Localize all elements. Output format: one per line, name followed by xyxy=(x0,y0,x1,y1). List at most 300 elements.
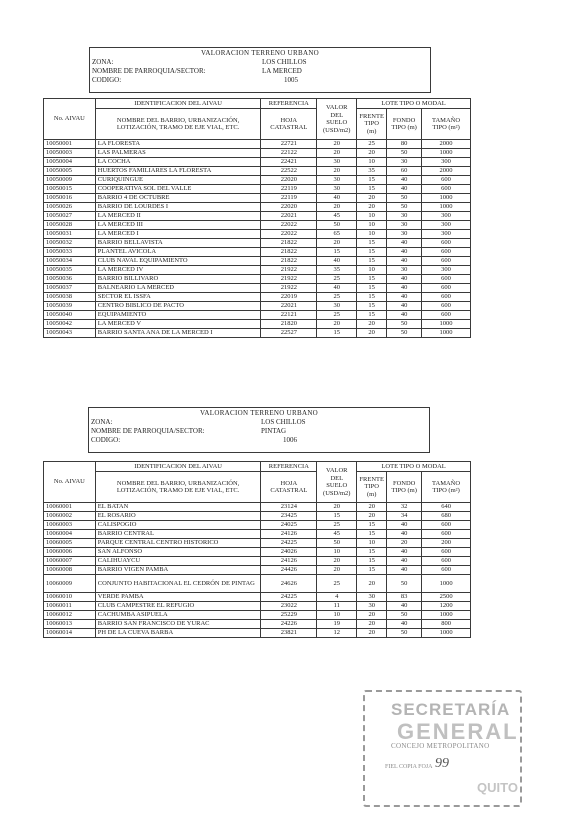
table-row xyxy=(44,248,471,257)
cell-fondo: 40 xyxy=(387,557,422,566)
cell-nombre: EQUIPAMIENTO xyxy=(95,311,261,320)
cell-no-aivau: 10050042 xyxy=(44,320,96,329)
stamp-city: QUITO xyxy=(477,780,518,795)
cell-tamano: 300 xyxy=(422,221,471,230)
cell-nombre: LA MERCED III xyxy=(95,221,261,230)
cell-hoja: 24025 xyxy=(261,521,317,530)
cell-no-aivau: 10050035 xyxy=(44,266,96,275)
zona-label: ZONA: xyxy=(92,58,114,66)
cell-tamano: 1000 xyxy=(422,149,471,158)
cell-frente: 20 xyxy=(357,512,387,521)
cell-hoja: 22022 xyxy=(261,230,317,239)
col-lote: LOTE TIPO O MODAL xyxy=(357,99,471,109)
cell-hoja: 24126 xyxy=(261,557,317,566)
cell-nombre: SECTOR EL ISSFA xyxy=(95,293,261,302)
cell-hoja: 22421 xyxy=(261,158,317,167)
cell-nombre: HUERTOS FAMILIARES LA FLORESTA xyxy=(95,167,261,176)
cell-tamano: 600 xyxy=(422,257,471,266)
cell-nombre: LA MERCED I xyxy=(95,230,261,239)
section2-header xyxy=(88,407,430,453)
cell-frente: 20 xyxy=(357,194,387,203)
cell-no-aivau: 10050039 xyxy=(44,302,96,311)
cell-nombre: LAS PALMERAS xyxy=(95,149,261,158)
col-valor: VALOR DEL SUELO (USD/m2) xyxy=(317,462,357,503)
table-row xyxy=(44,239,471,248)
cell-nombre: EL BATAN xyxy=(95,503,261,512)
cell-valor: 4 xyxy=(317,593,357,602)
cell-frente: 15 xyxy=(357,548,387,557)
cell-fondo: 50 xyxy=(387,149,422,158)
cell-nombre: LA COCHA xyxy=(95,158,261,167)
section2-table xyxy=(43,461,471,638)
table-row xyxy=(44,329,471,338)
cell-tamano: 2500 xyxy=(422,593,471,602)
cell-fondo: 50 xyxy=(387,575,422,593)
cell-frente: 10 xyxy=(357,221,387,230)
codigo-value: 1005 xyxy=(284,76,298,84)
cell-hoja: 23821 xyxy=(261,629,317,638)
col-fondo: FONDO TIPO (m) xyxy=(387,109,422,140)
cell-no-aivau: 10050033 xyxy=(44,248,96,257)
cell-nombre: BALNEARIO LA MERCED xyxy=(95,284,261,293)
table-row xyxy=(44,575,471,593)
table-row xyxy=(44,266,471,275)
cell-no-aivau: 10050009 xyxy=(44,176,96,185)
cell-hoja: 22527 xyxy=(261,329,317,338)
col-lote: LOTE TIPO O MODAL xyxy=(357,462,471,472)
cell-no-aivau: 10060006 xyxy=(44,548,96,557)
cell-hoja: 22122 xyxy=(261,149,317,158)
cell-frente: 15 xyxy=(357,257,387,266)
cell-valor: 20 xyxy=(317,203,357,212)
cell-frente: 15 xyxy=(357,557,387,566)
cell-hoja: 22119 xyxy=(261,194,317,203)
cell-no-aivau: 10050016 xyxy=(44,194,96,203)
cell-valor: 30 xyxy=(317,158,357,167)
cell-frente: 15 xyxy=(357,275,387,284)
table-row xyxy=(44,602,471,611)
cell-valor: 25 xyxy=(317,575,357,593)
cell-frente: 30 xyxy=(357,593,387,602)
cell-no-aivau: 10050036 xyxy=(44,275,96,284)
cell-nombre: SAN ALFONSO xyxy=(95,548,261,557)
cell-hoja: 21922 xyxy=(261,275,317,284)
cell-fondo: 40 xyxy=(387,521,422,530)
table-row xyxy=(44,566,471,575)
parroquia-label: NOMBRE DE PARROQUIA/SECTOR: xyxy=(92,67,206,75)
cell-hoja: 22021 xyxy=(261,302,317,311)
cell-tamano: 600 xyxy=(422,284,471,293)
cell-valor: 20 xyxy=(317,149,357,158)
cell-hoja: 22119 xyxy=(261,185,317,194)
table-row xyxy=(44,140,471,149)
table-row xyxy=(44,257,471,266)
cell-hoja: 25229 xyxy=(261,611,317,620)
cell-nombre: LA MERCED II xyxy=(95,212,261,221)
cell-no-aivau: 10050038 xyxy=(44,293,96,302)
cell-frente: 15 xyxy=(357,176,387,185)
cell-fondo: 40 xyxy=(387,293,422,302)
table-row xyxy=(44,185,471,194)
col-frente: FRENTE TIPO (m) xyxy=(357,109,387,140)
section1-rows xyxy=(44,140,471,338)
cell-tamano: 600 xyxy=(422,248,471,257)
cell-frente: 20 xyxy=(357,620,387,629)
cell-no-aivau: 10060009 xyxy=(44,575,96,593)
cell-frente: 15 xyxy=(357,248,387,257)
cell-nombre: PLANTEL AVICOLA xyxy=(95,248,261,257)
cell-nombre: LA MERCED IV xyxy=(95,266,261,275)
cell-frente: 20 xyxy=(357,320,387,329)
cell-valor: 12 xyxy=(317,629,357,638)
cell-valor: 40 xyxy=(317,194,357,203)
cell-frente: 15 xyxy=(357,185,387,194)
cell-valor: 20 xyxy=(317,566,357,575)
col-no-aivau: No. AIVAU xyxy=(44,99,96,140)
cell-frente: 10 xyxy=(357,266,387,275)
cell-valor: 35 xyxy=(317,266,357,275)
cell-fondo: 40 xyxy=(387,239,422,248)
table-row xyxy=(44,176,471,185)
cell-tamano: 1000 xyxy=(422,194,471,203)
cell-tamano: 200 xyxy=(422,539,471,548)
cell-frente: 20 xyxy=(357,329,387,338)
cell-frente: 20 xyxy=(357,629,387,638)
stamp-line1: SECRETARÍA xyxy=(391,700,511,719)
cell-frente: 20 xyxy=(357,149,387,158)
cell-tamano: 300 xyxy=(422,212,471,221)
cell-tamano: 2000 xyxy=(422,167,471,176)
cell-hoja: 22121 xyxy=(261,311,317,320)
cell-valor: 19 xyxy=(317,620,357,629)
table-row xyxy=(44,221,471,230)
cell-no-aivau: 10050005 xyxy=(44,167,96,176)
cell-frente: 15 xyxy=(357,566,387,575)
cell-tamano: 600 xyxy=(422,275,471,284)
cell-tamano: 600 xyxy=(422,293,471,302)
table-row xyxy=(44,158,471,167)
table-row xyxy=(44,530,471,539)
cell-valor: 45 xyxy=(317,530,357,539)
stamp-line2: GENERAL xyxy=(397,719,519,744)
cell-nombre: BARRIO CENTRAL xyxy=(95,530,261,539)
cell-no-aivau: 10060005 xyxy=(44,539,96,548)
cell-tamano: 600 xyxy=(422,530,471,539)
table-row xyxy=(44,629,471,638)
cell-no-aivau: 10050026 xyxy=(44,203,96,212)
cell-valor: 15 xyxy=(317,512,357,521)
cell-tamano: 600 xyxy=(422,239,471,248)
zona-label: ZONA: xyxy=(91,418,113,426)
table-row xyxy=(44,503,471,512)
cell-fondo: 50 xyxy=(387,629,422,638)
codigo-value: 1006 xyxy=(283,436,297,444)
cell-nombre: CACHUMBA ASIPUELA xyxy=(95,611,261,620)
cell-no-aivau: 10050031 xyxy=(44,230,96,239)
cell-no-aivau: 10050040 xyxy=(44,311,96,320)
cell-tamano: 300 xyxy=(422,230,471,239)
cell-tamano: 600 xyxy=(422,302,471,311)
cell-no-aivau: 10050004 xyxy=(44,158,96,167)
cell-fondo: 40 xyxy=(387,548,422,557)
parroquia-value: PINTAG xyxy=(261,427,287,435)
stamp-line4: FIEL COPIA FOJA xyxy=(385,764,433,770)
col-referencia: REFERENCIA xyxy=(261,462,317,472)
cell-hoja: 21922 xyxy=(261,284,317,293)
cell-nombre: CLUB CAMPESTRE EL REFUGIO xyxy=(95,602,261,611)
cell-frente: 10 xyxy=(357,230,387,239)
cell-nombre: LA MERCED V xyxy=(95,320,261,329)
cell-nombre: CALIHUAYCU xyxy=(95,557,261,566)
cell-tamano: 1000 xyxy=(422,575,471,593)
cell-frente: 35 xyxy=(357,167,387,176)
cell-no-aivau: 10050015 xyxy=(44,185,96,194)
cell-no-aivau: 10050028 xyxy=(44,221,96,230)
cell-hoja: 21822 xyxy=(261,257,317,266)
cell-fondo: 30 xyxy=(387,212,422,221)
cell-valor: 30 xyxy=(317,176,357,185)
cell-tamano: 2000 xyxy=(422,140,471,149)
cell-hoja: 24226 xyxy=(261,620,317,629)
cell-tamano: 300 xyxy=(422,158,471,167)
cell-nombre: BARRIO BELLAVISTA xyxy=(95,239,261,248)
cell-hoja: 23022 xyxy=(261,602,317,611)
col-frente: FRENTE TIPO (m) xyxy=(357,472,387,503)
cell-valor: 10 xyxy=(317,611,357,620)
table-row xyxy=(44,620,471,629)
cell-no-aivau: 10050034 xyxy=(44,257,96,266)
table-row xyxy=(44,293,471,302)
cell-fondo: 50 xyxy=(387,329,422,338)
cell-no-aivau: 10050001 xyxy=(44,140,96,149)
cell-tamano: 600 xyxy=(422,185,471,194)
cell-hoja: 21922 xyxy=(261,266,317,275)
cell-hoja: 24225 xyxy=(261,539,317,548)
cell-hoja: 24626 xyxy=(261,575,317,593)
cell-nombre: BARRIO SAN FRANCISCO DE YURAC xyxy=(95,620,261,629)
cell-nombre: CLUB NAVAL EQUIPAMIENTO xyxy=(95,257,261,266)
section2-rows xyxy=(44,503,471,638)
cell-no-aivau: 10050003 xyxy=(44,149,96,158)
cell-valor: 10 xyxy=(317,548,357,557)
cell-frente: 10 xyxy=(357,539,387,548)
cell-valor: 11 xyxy=(317,602,357,611)
table-row xyxy=(44,311,471,320)
cell-valor: 15 xyxy=(317,329,357,338)
col-tamano: TAMAÑO TIPO (m²) xyxy=(422,472,471,503)
cell-frente: 15 xyxy=(357,530,387,539)
cell-fondo: 50 xyxy=(387,320,422,329)
cell-hoja: 22022 xyxy=(261,221,317,230)
cell-fondo: 30 xyxy=(387,221,422,230)
cell-tamano: 600 xyxy=(422,566,471,575)
stamp-folio: 99 xyxy=(435,756,449,771)
cell-frente: 15 xyxy=(357,302,387,311)
cell-fondo: 40 xyxy=(387,530,422,539)
cell-valor: 25 xyxy=(317,293,357,302)
cell-tamano: 1000 xyxy=(422,611,471,620)
cell-nombre: CENTRO BIBLICO DE PACTO xyxy=(95,302,261,311)
cell-fondo: 60 xyxy=(387,167,422,176)
cell-valor: 25 xyxy=(317,275,357,284)
cell-fondo: 40 xyxy=(387,311,422,320)
section1-title: VALORACION TERRENO URBANO xyxy=(200,49,320,57)
cell-hoja: 23124 xyxy=(261,503,317,512)
cell-frente: 10 xyxy=(357,158,387,167)
cell-valor: 25 xyxy=(317,521,357,530)
cell-hoja: 22021 xyxy=(261,212,317,221)
cell-no-aivau: 10050043 xyxy=(44,329,96,338)
cell-hoja: 22020 xyxy=(261,176,317,185)
cell-frente: 20 xyxy=(357,575,387,593)
cell-fondo: 30 xyxy=(387,158,422,167)
cell-tamano: 1000 xyxy=(422,320,471,329)
cell-nombre: PARQUE CENTRAL CENTRO HISTORICO xyxy=(95,539,261,548)
col-no-aivau: No. AIVAU xyxy=(44,462,96,503)
cell-frente: 25 xyxy=(357,140,387,149)
cell-nombre: LA FLORESTA xyxy=(95,140,261,149)
cell-fondo: 32 xyxy=(387,503,422,512)
cell-nombre: BARRIO SANTA ANA DE LA MERCED I xyxy=(95,329,261,338)
cell-fondo: 40 xyxy=(387,302,422,311)
stamp-line3: CONCEJO METROPOLITANO xyxy=(391,742,490,750)
cell-no-aivau: 10060003 xyxy=(44,521,96,530)
cell-fondo: 40 xyxy=(387,602,422,611)
cell-hoja: 21820 xyxy=(261,320,317,329)
cell-hoja: 24426 xyxy=(261,566,317,575)
cell-tamano: 640 xyxy=(422,503,471,512)
cell-hoja: 22020 xyxy=(261,203,317,212)
table-row xyxy=(44,320,471,329)
table-row xyxy=(44,302,471,311)
cell-tamano: 1000 xyxy=(422,203,471,212)
table-row xyxy=(44,149,471,158)
cell-tamano: 600 xyxy=(422,548,471,557)
cell-valor: 45 xyxy=(317,212,357,221)
cell-nombre: COOPERATIVA SOL DEL VALLE xyxy=(95,185,261,194)
cell-fondo: 20 xyxy=(387,539,422,548)
cell-hoja: 21822 xyxy=(261,239,317,248)
col-hoja: HOJA CATASTRAL xyxy=(261,472,317,503)
cell-fondo: 50 xyxy=(387,611,422,620)
cell-fondo: 40 xyxy=(387,566,422,575)
codigo-label: CODIGO: xyxy=(92,76,122,84)
cell-frente: 20 xyxy=(357,503,387,512)
cell-hoja: 21822 xyxy=(261,248,317,257)
cell-no-aivau: 10050027 xyxy=(44,212,96,221)
cell-valor: 30 xyxy=(317,302,357,311)
cell-frente: 15 xyxy=(357,284,387,293)
table-row xyxy=(44,548,471,557)
col-tamano: TAMAÑO TIPO (m²) xyxy=(422,109,471,140)
cell-fondo: 80 xyxy=(387,140,422,149)
col-valor: VALOR DEL SUELO (USD/m2) xyxy=(317,99,357,140)
cell-fondo: 30 xyxy=(387,230,422,239)
cell-fondo: 50 xyxy=(387,194,422,203)
cell-valor: 25 xyxy=(317,311,357,320)
cell-no-aivau: 10060001 xyxy=(44,503,96,512)
cell-tamano: 600 xyxy=(422,521,471,530)
cell-frente: 10 xyxy=(357,212,387,221)
cell-no-aivau: 10060004 xyxy=(44,530,96,539)
col-fondo: FONDO TIPO (m) xyxy=(387,472,422,503)
cell-no-aivau: 10060011 xyxy=(44,602,96,611)
cell-nombre: VERDE PAMBA xyxy=(95,593,261,602)
cell-tamano: 1000 xyxy=(422,329,471,338)
table-row xyxy=(44,512,471,521)
cell-nombre: BARRIO 4 DE OCTUBRE xyxy=(95,194,261,203)
table-row xyxy=(44,557,471,566)
cell-nombre: CALISPOGIO xyxy=(95,521,261,530)
cell-frente: 15 xyxy=(357,293,387,302)
cell-no-aivau: 10060013 xyxy=(44,620,96,629)
cell-hoja: 22019 xyxy=(261,293,317,302)
cell-no-aivau: 10060012 xyxy=(44,611,96,620)
table-row xyxy=(44,203,471,212)
table-row xyxy=(44,194,471,203)
parroquia-value: LA MERCED xyxy=(262,67,302,75)
cell-hoja: 22522 xyxy=(261,167,317,176)
table-row xyxy=(44,521,471,530)
zona-value: LOS CHILLOS xyxy=(262,58,307,66)
col-nombre: NOMBRE DEL BARRIO, URBANIZACIÓN, LOTIZACIÓN, TRAMO DE EJE VIAL, ETC. xyxy=(95,472,261,503)
cell-hoja: 24126 xyxy=(261,530,317,539)
cell-valor: 50 xyxy=(317,221,357,230)
codigo-label: CODIGO: xyxy=(91,436,121,444)
zona-value: LOS CHILLOS xyxy=(261,418,306,426)
secretaria-general-stamp xyxy=(363,690,522,807)
cell-valor: 20 xyxy=(317,503,357,512)
cell-nombre: CONJUNTO HABITACIONAL EL CEDRÓN DE PINTAG xyxy=(95,575,261,593)
cell-valor: 20 xyxy=(317,140,357,149)
col-identificacion: IDENTIFICACION DEL AIVAU xyxy=(95,99,261,109)
cell-nombre: BARRIO BILLIVARO xyxy=(95,275,261,284)
parroquia-label: NOMBRE DE PARROQUIA/SECTOR: xyxy=(91,427,205,435)
section2-title: VALORACION TERRENO URBANO xyxy=(199,409,319,417)
cell-hoja: 24225 xyxy=(261,593,317,602)
cell-fondo: 40 xyxy=(387,284,422,293)
table-row xyxy=(44,284,471,293)
cell-frente: 15 xyxy=(357,521,387,530)
cell-valor: 40 xyxy=(317,284,357,293)
cell-no-aivau: 10060014 xyxy=(44,629,96,638)
cell-nombre: BARRIO DE LOURDES I xyxy=(95,203,261,212)
cell-fondo: 40 xyxy=(387,248,422,257)
cell-no-aivau: 10050037 xyxy=(44,284,96,293)
cell-valor: 50 xyxy=(317,539,357,548)
table-row xyxy=(44,593,471,602)
cell-fondo: 83 xyxy=(387,593,422,602)
table-row xyxy=(44,611,471,620)
cell-tamano: 1000 xyxy=(422,629,471,638)
cell-tamano: 300 xyxy=(422,266,471,275)
section1-table xyxy=(43,98,471,338)
cell-no-aivau: 10060010 xyxy=(44,593,96,602)
cell-valor: 40 xyxy=(317,257,357,266)
cell-nombre: EL ROSARIO xyxy=(95,512,261,521)
cell-valor: 20 xyxy=(317,320,357,329)
cell-no-aivau: 10060002 xyxy=(44,512,96,521)
cell-nombre: CURIQUINGUE xyxy=(95,176,261,185)
cell-fondo: 30 xyxy=(387,266,422,275)
cell-tamano: 600 xyxy=(422,311,471,320)
cell-tamano: 600 xyxy=(422,176,471,185)
cell-valor: 30 xyxy=(317,185,357,194)
col-referencia: REFERENCIA xyxy=(261,99,317,109)
cell-frente: 15 xyxy=(357,239,387,248)
table-row xyxy=(44,230,471,239)
cell-valor: 20 xyxy=(317,239,357,248)
